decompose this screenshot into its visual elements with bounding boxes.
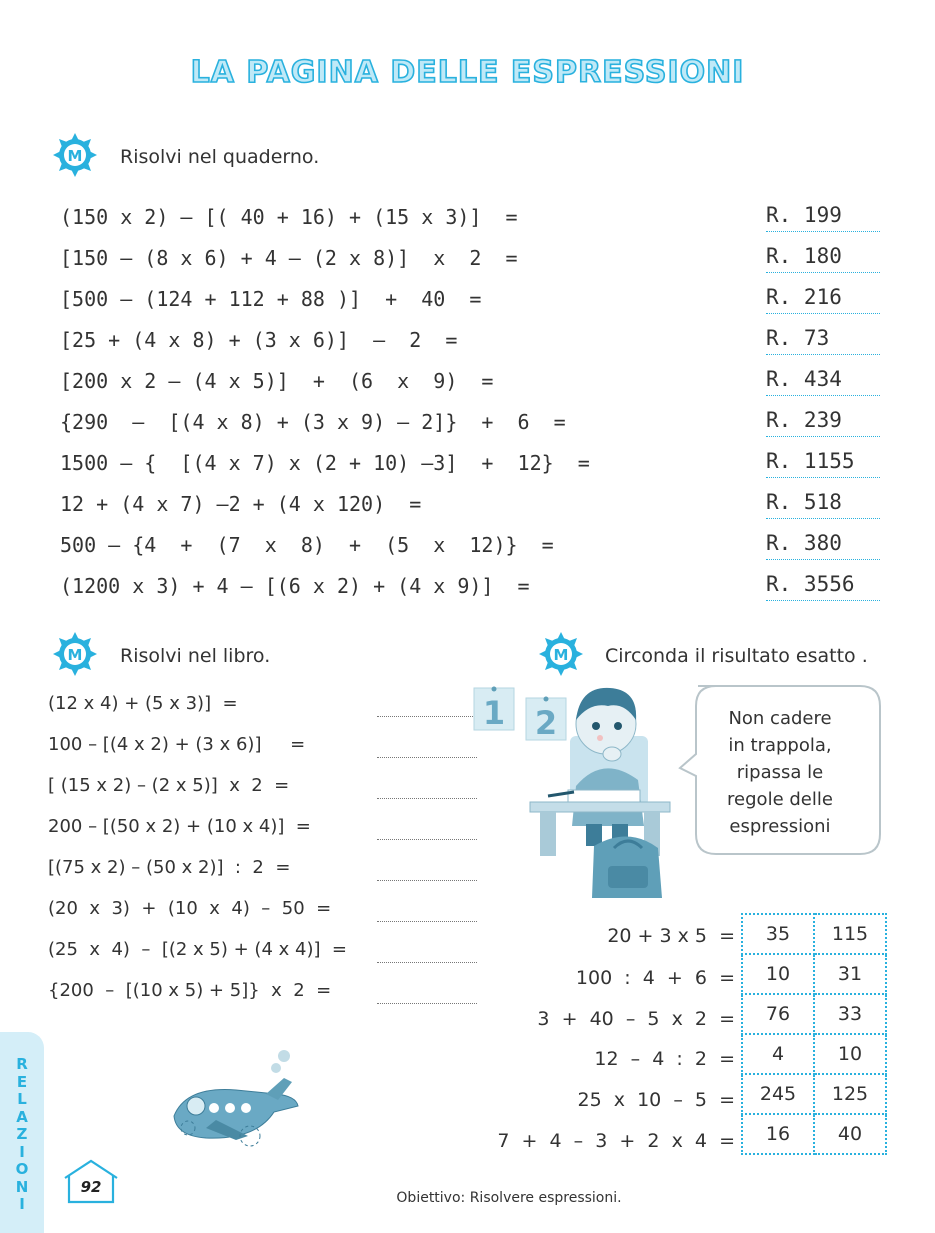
option-cell[interactable]: 10 [742, 954, 814, 994]
s2-expression: [(75 x 2) – (50 x 2)] : 2 = [48, 857, 291, 878]
s2-answer-line[interactable] [377, 921, 477, 922]
s1-expression: [200 x 2 – (4 x 5)] + (6 x 9) = [60, 369, 494, 393]
s1-expression: (150 x 2) – [( 40 + 16) + (15 x 3)] = [60, 205, 518, 229]
chapter-tab-label: R E L A Z I O N I [15, 1055, 29, 1213]
s2-expression: (20 x 3) + (10 x 4) – 50 = [48, 898, 332, 919]
airplane-icon [166, 1046, 306, 1154]
s2-expression: (12 x 4) + (5 x 3)] = [48, 693, 238, 714]
section3-instruction: Circonda il risultato esatto . [605, 645, 868, 667]
page-number: 92 [80, 1178, 102, 1196]
s1-result: R. 434 [766, 367, 880, 396]
s1-result: R. 73 [766, 326, 880, 355]
section2-instruction: Risolvi nel libro. [120, 645, 271, 667]
boy-at-desk-icon [528, 676, 678, 904]
option-cell[interactable]: 31 [814, 954, 886, 994]
s2-answer-line[interactable] [377, 757, 477, 758]
s1-expression: {290 – [(4 x 8) + (3 x 9) – 2]} + 6 = [60, 410, 566, 434]
options-row [742, 954, 886, 994]
options-row [742, 914, 886, 954]
footer-objective: Obiettivo: Risolvere espressioni. [396, 1190, 622, 1206]
option-cell[interactable]: 16 [742, 1114, 814, 1154]
number-card-one-icon [472, 684, 516, 732]
s2-expression: 100 – [(4 x 2) + (3 x 6)] = [48, 734, 306, 755]
s1-expression: 12 + (4 x 7) –2 + (4 x 120) = [60, 492, 422, 516]
s1-result: R. 518 [766, 490, 880, 519]
s2-answer-line[interactable] [377, 798, 477, 799]
m-badge-icon [52, 132, 98, 178]
s1-result: R. 180 [766, 244, 880, 273]
number-card-two: 2 [534, 704, 558, 742]
s2-answer-line[interactable] [377, 839, 477, 840]
s1-expression: [500 – (124 + 112 + 88 )] + 40 = [60, 287, 482, 311]
s1-result: R. 1155 [766, 449, 880, 478]
s2-expression: [ (15 x 2) – (2 x 5)] x 2 = [48, 775, 290, 796]
s2-expression: 200 – [(50 x 2) + (10 x 4)] = [48, 816, 311, 837]
m-badge-icon [538, 631, 584, 677]
svg-text:M: M [553, 646, 569, 664]
svg-text:M: M [67, 147, 83, 165]
s2-expression: {200 – [(10 x 5) + 5]} x 2 = [48, 980, 332, 1001]
option-cell[interactable]: 33 [814, 994, 886, 1034]
options-row [742, 1114, 886, 1154]
option-cell[interactable]: 35 [742, 914, 814, 954]
s3-expression: 25 x 10 – 5 = [577, 1089, 735, 1111]
s3-expression: 3 + 40 – 5 x 2 = [537, 1008, 735, 1030]
answer-options-grid [741, 913, 887, 1155]
m-badge-icon [52, 631, 98, 677]
s2-answer-line[interactable] [377, 880, 477, 881]
svg-text:M: M [67, 646, 83, 664]
section1-instruction: Risolvi nel quaderno. [120, 146, 320, 168]
s2-expression: (25 x 4) – [(2 x 5) + (4 x 4)] = [48, 939, 348, 960]
options-row [742, 994, 886, 1034]
option-cell[interactable]: 10 [814, 1034, 886, 1074]
s2-answer-line[interactable] [377, 1003, 477, 1004]
s3-expression: 7 + 4 – 3 + 2 x 4 = [497, 1130, 735, 1152]
options-row [742, 1034, 886, 1074]
option-cell[interactable]: 245 [742, 1074, 814, 1114]
s1-expression: [150 – (8 x 6) + 4 – (2 x 8)] x 2 = [60, 246, 518, 270]
option-cell[interactable]: 76 [742, 994, 814, 1034]
s3-expression: 100 : 4 + 6 = [575, 967, 735, 989]
page-title: LA PAGINA DELLE ESPRESSIONI [190, 55, 745, 90]
s1-result: R. 239 [766, 408, 880, 437]
option-cell[interactable]: 4 [742, 1034, 814, 1074]
number-card-one: 1 [482, 694, 506, 732]
s1-expression: 500 – {4 + (7 x 8) + (5 x 12)} = [60, 533, 554, 557]
option-cell[interactable]: 125 [814, 1074, 886, 1114]
s1-result: R. 3556 [766, 572, 880, 601]
s2-answer-line[interactable] [377, 716, 477, 717]
s1-result: R. 216 [766, 285, 880, 314]
speech-bubble-text: Non cadere in trappola, ripassa le regole delle espressioni [727, 708, 833, 837]
s3-expression: 20 + 3 x 5 = [607, 925, 735, 947]
options-row [742, 1074, 886, 1114]
s1-result: R. 199 [766, 203, 880, 232]
s1-expression: 1500 – { [(4 x 7) x (2 + 10) –3] + 12} = [60, 451, 590, 475]
option-cell[interactable]: 115 [814, 914, 886, 954]
s2-answer-line[interactable] [377, 962, 477, 963]
s1-expression: (1200 x 3) + 4 – [(6 x 2) + (4 x 9)] = [60, 574, 530, 598]
s1-result: R. 380 [766, 531, 880, 560]
s3-expression: 12 – 4 : 2 = [594, 1048, 735, 1070]
option-cell[interactable]: 40 [814, 1114, 886, 1154]
s1-expression: [25 + (4 x 8) + (3 x 6)] – 2 = [60, 328, 458, 352]
